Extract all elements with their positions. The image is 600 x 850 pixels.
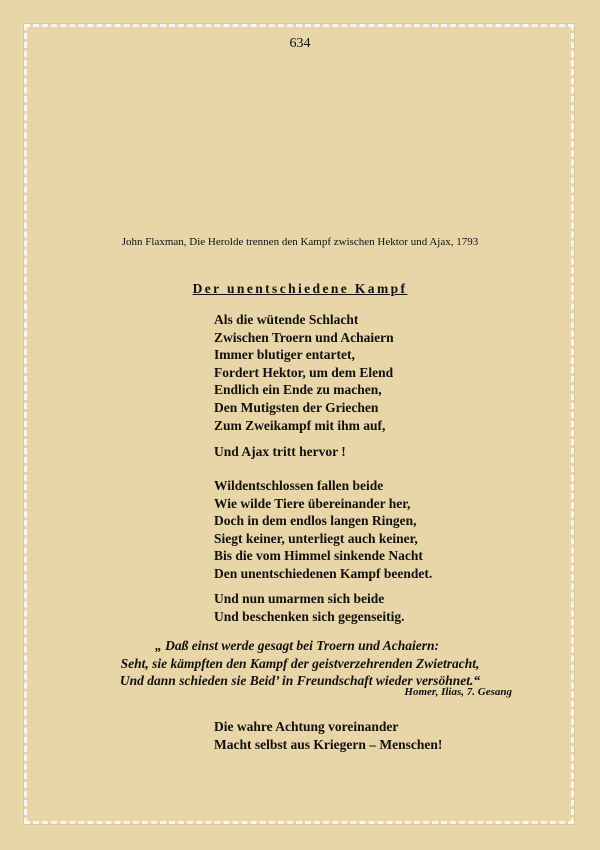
stanza-3 [214, 477, 432, 583]
verse-line: Macht selbst aus Kriegern – Menschen! [214, 736, 443, 752]
page-number: 634 [289, 36, 311, 51]
verse-line: Fordert Hektor, um dem Elend [214, 364, 394, 380]
verse-line: Die wahre Achtung voreinander [214, 719, 399, 734]
verse-line: Zwischen Troern und Achaiern [214, 329, 394, 345]
poem-title: Der unentschiedene Kampf [192, 281, 408, 296]
quote-line: Seht, sie kämpften den Kampf der geistverzehrenden Zwietracht, [120, 655, 480, 671]
stanza-4 [214, 590, 405, 625]
verse-line: Wildentschlossen fallen beide [214, 478, 384, 493]
homer-quote [0, 637, 600, 690]
verse-line: Als die wütende Schlacht [214, 312, 359, 327]
verse-line: Immer blutiger entartet, [214, 347, 355, 363]
verse-line: Den unentschiedenen Kampf beendet. [214, 565, 433, 581]
verse-line: Siegt keiner, unterliegt auch keiner, [214, 530, 418, 546]
image-caption: John Flaxman, Die Herolde trennen den Kampf zwischen Hektor und Ajax, 1793 [121, 236, 479, 248]
stanza-1 [214, 311, 394, 434]
quote-attribution: Homer, Ilias, 7. Gesang [404, 686, 512, 698]
verse-line: Wie wilde Tiere übereinander her, [214, 495, 411, 511]
verse-line: Und Ajax tritt hervor ! [214, 444, 346, 459]
verse-line: Und beschenken sich gegenseitig. [214, 608, 405, 624]
verse-line: Endlich ein Ende zu machen, [214, 382, 382, 398]
verse-line: Zum Zweikampf mit ihm auf, [214, 417, 386, 433]
verse-line: Den Mutigsten der Griechen [214, 399, 379, 415]
quote-line: „ Daß einst werde gesagt bei Troern und Achaiern: [154, 638, 439, 653]
verse-line: Bis die vom Himmel sinkende Nacht [214, 548, 423, 564]
closing-stanza [214, 718, 442, 753]
verse-line: Und nun umarmen sich beide [214, 591, 385, 606]
stanza-2 [214, 443, 346, 461]
verse-line: Doch in dem endlos langen Ringen, [214, 513, 417, 529]
quote-line: Und dann schieden sie Beid’ in Freundschaft wieder versöhnet.“ [119, 673, 481, 689]
